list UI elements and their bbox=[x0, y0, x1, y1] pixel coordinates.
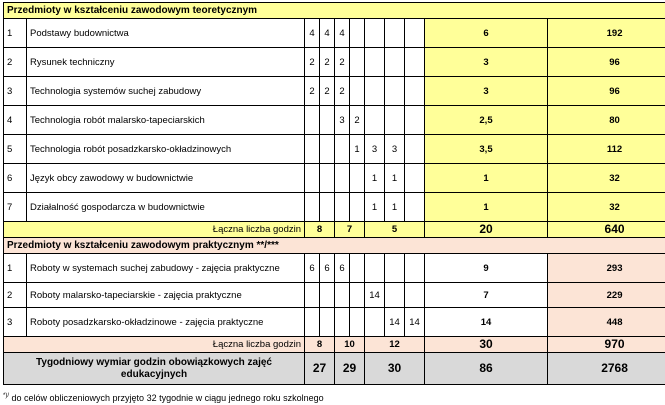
subject-name: Technologia robót posadzkarsko-okładzinowych bbox=[27, 135, 305, 164]
hours-cell bbox=[350, 77, 365, 106]
hours-cell bbox=[365, 106, 385, 135]
row-number: 1 bbox=[4, 19, 27, 48]
total-hours: 96 bbox=[548, 48, 665, 77]
hours-cell bbox=[305, 308, 320, 337]
hours-cell bbox=[405, 164, 425, 193]
total-weekly: 20 bbox=[425, 222, 548, 238]
hours-cell: 2 bbox=[320, 77, 335, 106]
hours-cell bbox=[335, 164, 350, 193]
total-hours: 448 bbox=[548, 308, 665, 337]
weekly-hours: 2,5 bbox=[425, 106, 548, 135]
hours-cell bbox=[365, 48, 385, 77]
hours-cell bbox=[305, 106, 320, 135]
hours-cell bbox=[365, 77, 385, 106]
total-hours: 112 bbox=[548, 135, 665, 164]
total-sem-b: 10 bbox=[335, 337, 365, 353]
grand-total-label: Tygodniowy wymiar godzin obowiązkowych zajęć edukacyjnych bbox=[4, 353, 305, 385]
hours-cell bbox=[365, 254, 385, 283]
grand-sem-a: 27 bbox=[305, 353, 335, 385]
subject-name: Roboty malarsko-tapeciarskie - zajęcia praktyczne bbox=[27, 283, 305, 308]
hours-cell bbox=[405, 254, 425, 283]
hours-cell bbox=[305, 283, 320, 308]
row-number: 5 bbox=[4, 135, 27, 164]
hours-cell bbox=[320, 283, 335, 308]
total-hours: 192 bbox=[548, 19, 665, 48]
weekly-hours: 3,5 bbox=[425, 135, 548, 164]
subject-name: Roboty posadzkarsko-okładzinowe - zajęcia praktyczne bbox=[27, 308, 305, 337]
total-label: Łączna liczba godzin bbox=[4, 337, 305, 353]
hours-cell bbox=[350, 308, 365, 337]
hours-cell bbox=[335, 135, 350, 164]
total-all: 970 bbox=[548, 337, 665, 353]
hours-cell bbox=[405, 193, 425, 222]
hours-cell: 1 bbox=[365, 164, 385, 193]
hours-cell bbox=[385, 48, 405, 77]
footnote-text: do celów obliczeniowych przyjęto 32 tygodnie w ciągu jednego roku szkolnego bbox=[9, 393, 324, 403]
hours-cell: 6 bbox=[305, 254, 320, 283]
hours-cell: 3 bbox=[335, 106, 350, 135]
hours-cell: 3 bbox=[385, 135, 405, 164]
curriculum-table bbox=[3, 2, 665, 385]
hours-cell bbox=[320, 193, 335, 222]
hours-cell: 2 bbox=[320, 48, 335, 77]
hours-cell: 4 bbox=[320, 19, 335, 48]
hours-cell bbox=[405, 77, 425, 106]
weekly-hours: 1 bbox=[425, 193, 548, 222]
table-row bbox=[4, 135, 665, 164]
total-label: Łączna liczba godzin bbox=[4, 222, 305, 238]
hours-cell: 14 bbox=[385, 308, 405, 337]
table-row bbox=[4, 77, 665, 106]
hours-cell bbox=[305, 135, 320, 164]
subject-name: Technologia robót malarsko-tapeciarskich bbox=[27, 106, 305, 135]
total-hours: 96 bbox=[548, 77, 665, 106]
hours-cell: 1 bbox=[350, 135, 365, 164]
row-number: 6 bbox=[4, 164, 27, 193]
weekly-hours: 6 bbox=[425, 19, 548, 48]
hours-cell: 14 bbox=[405, 308, 425, 337]
row-number: 1 bbox=[4, 254, 27, 283]
hours-cell bbox=[350, 48, 365, 77]
table-row bbox=[4, 19, 665, 48]
subject-name: Podstawy budownictwa bbox=[27, 19, 305, 48]
hours-cell bbox=[320, 164, 335, 193]
table-row bbox=[4, 308, 665, 337]
hours-cell: 2 bbox=[335, 48, 350, 77]
grand-sem-c: 30 bbox=[365, 353, 425, 385]
total-hours: 32 bbox=[548, 164, 665, 193]
hours-cell bbox=[335, 308, 350, 337]
hours-cell bbox=[320, 106, 335, 135]
hours-cell bbox=[365, 19, 385, 48]
row-number: 4 bbox=[4, 106, 27, 135]
section-title-practice: Przedmioty w kształceniu zawodowym praktycznym **/*** bbox=[4, 238, 665, 254]
hours-cell: 3 bbox=[365, 135, 385, 164]
table-row bbox=[4, 164, 665, 193]
hours-cell bbox=[405, 19, 425, 48]
total-sem-a: 8 bbox=[305, 222, 335, 238]
weekly-hours: 7 bbox=[425, 283, 548, 308]
grand-total-row bbox=[4, 353, 665, 385]
hours-cell bbox=[305, 164, 320, 193]
hours-cell: 2 bbox=[305, 77, 320, 106]
grand-sem-b: 29 bbox=[335, 353, 365, 385]
total-all: 640 bbox=[548, 222, 665, 238]
row-number: 3 bbox=[4, 77, 27, 106]
grand-all: 2768 bbox=[548, 353, 665, 385]
hours-cell bbox=[385, 19, 405, 48]
table-row bbox=[4, 106, 665, 135]
hours-cell bbox=[365, 308, 385, 337]
total-hours: 293 bbox=[548, 254, 665, 283]
hours-cell: 4 bbox=[335, 19, 350, 48]
table-row bbox=[4, 283, 665, 308]
table-row bbox=[4, 254, 665, 283]
hours-cell: 6 bbox=[335, 254, 350, 283]
hours-cell bbox=[350, 19, 365, 48]
hours-cell: 1 bbox=[385, 193, 405, 222]
total-row bbox=[4, 222, 665, 238]
hours-cell bbox=[350, 164, 365, 193]
hours-cell bbox=[335, 193, 350, 222]
hours-cell bbox=[405, 106, 425, 135]
footnote-mark: *)/ bbox=[3, 393, 9, 399]
hours-cell bbox=[305, 193, 320, 222]
total-hours: 32 bbox=[548, 193, 665, 222]
hours-cell: 14 bbox=[365, 283, 385, 308]
hours-cell bbox=[335, 283, 350, 308]
total-row bbox=[4, 337, 665, 353]
total-weekly: 30 bbox=[425, 337, 548, 353]
row-number: 2 bbox=[4, 283, 27, 308]
row-number: 3 bbox=[4, 308, 27, 337]
weekly-hours: 3 bbox=[425, 77, 548, 106]
subject-name: Język obcy zawodowy w budownictwie bbox=[27, 164, 305, 193]
total-sem-c: 5 bbox=[365, 222, 425, 238]
hours-cell bbox=[385, 283, 405, 308]
total-hours: 229 bbox=[548, 283, 665, 308]
hours-cell bbox=[385, 106, 405, 135]
subject-name: Działalność gospodarcza w budownictwie bbox=[27, 193, 305, 222]
total-hours: 80 bbox=[548, 106, 665, 135]
hours-cell bbox=[385, 254, 405, 283]
row-number: 7 bbox=[4, 193, 27, 222]
weekly-hours: 3 bbox=[425, 48, 548, 77]
table-body bbox=[4, 3, 665, 385]
subject-name: Rysunek techniczny bbox=[27, 48, 305, 77]
hours-cell bbox=[350, 283, 365, 308]
hours-cell bbox=[385, 77, 405, 106]
row-number: 2 bbox=[4, 48, 27, 77]
hours-cell bbox=[405, 283, 425, 308]
hours-cell bbox=[405, 48, 425, 77]
table-row bbox=[4, 193, 665, 222]
hours-cell bbox=[350, 254, 365, 283]
section-title-theory: Przedmioty w kształceniu zawodowym teoretycznym bbox=[4, 3, 665, 19]
hours-cell bbox=[320, 308, 335, 337]
weekly-hours: 14 bbox=[425, 308, 548, 337]
weekly-hours: 1 bbox=[425, 164, 548, 193]
subject-name: Roboty w systemach suchej zabudowy - zajęcia praktyczne bbox=[27, 254, 305, 283]
hours-cell bbox=[350, 193, 365, 222]
footnote bbox=[3, 391, 324, 404]
table-row bbox=[4, 48, 665, 77]
grand-weekly: 86 bbox=[425, 353, 548, 385]
hours-cell: 1 bbox=[365, 193, 385, 222]
total-sem-c: 12 bbox=[365, 337, 425, 353]
hours-cell: 1 bbox=[385, 164, 405, 193]
hours-cell bbox=[320, 135, 335, 164]
hours-cell: 2 bbox=[335, 77, 350, 106]
hours-cell: 2 bbox=[350, 106, 365, 135]
hours-cell: 4 bbox=[305, 19, 320, 48]
total-sem-b: 7 bbox=[335, 222, 365, 238]
total-sem-a: 8 bbox=[305, 337, 335, 353]
hours-cell: 6 bbox=[320, 254, 335, 283]
subject-name: Technologia systemów suchej zabudowy bbox=[27, 77, 305, 106]
weekly-hours: 9 bbox=[425, 254, 548, 283]
hours-cell bbox=[405, 135, 425, 164]
hours-cell: 2 bbox=[305, 48, 320, 77]
